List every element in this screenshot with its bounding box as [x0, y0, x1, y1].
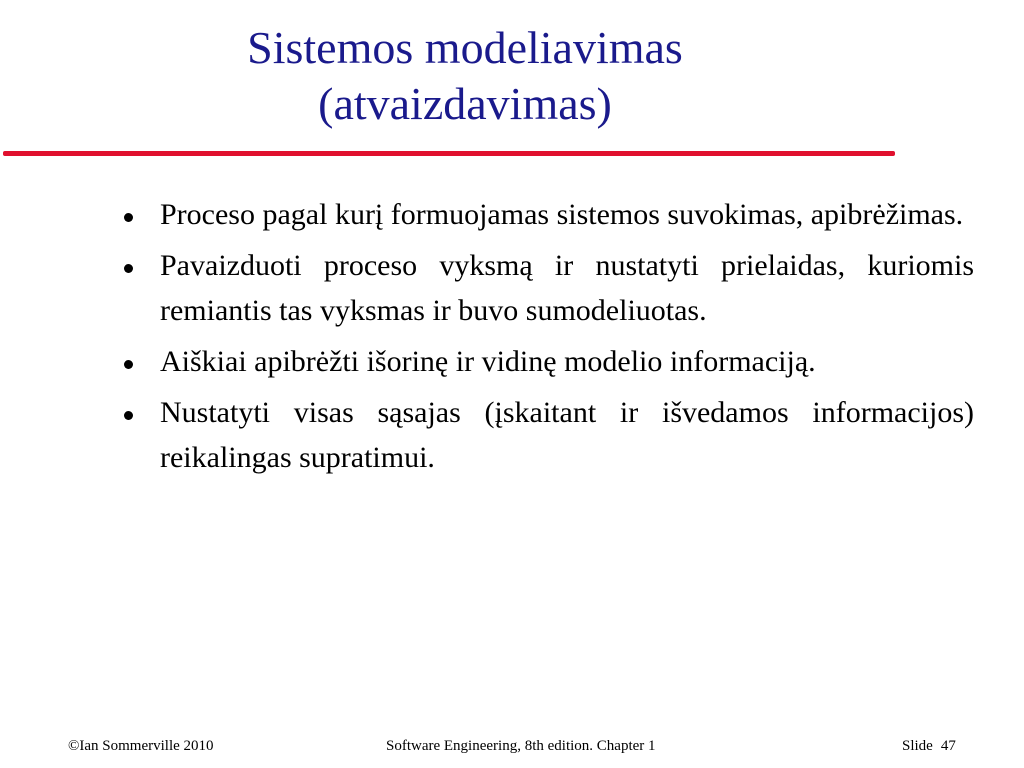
bullet-text: Nustatyti visas sąsajas (įskaitant ir išvedamos informacijos) reikalingas supratimui.: [160, 396, 974, 474]
bullet-text: Aiškiai apibrėžti išorinę ir vidinę modelio informaciją.: [160, 345, 816, 378]
footer-copyright: ©Ian Sommerville 2010: [68, 738, 214, 754]
bullet-list: [118, 192, 974, 486]
bullet-dot-icon: [124, 411, 133, 420]
bullet-item: [118, 243, 974, 333]
footer-book-title: Software Engineering, 8th edition. Chapter 1: [386, 738, 656, 754]
bullet-item: [118, 390, 974, 480]
footer-slide-value: 47: [940, 738, 956, 754]
bullet-text: Proceso pagal kurį formuojamas sistemos suvokimas, apibrėžimas.: [160, 198, 964, 231]
bullet-item: [118, 192, 974, 237]
slide-title-line-1: Sistemos modeliavimas: [247, 22, 683, 73]
bullet-dot-icon: [124, 213, 133, 222]
slide-title: [0, 20, 930, 132]
bullet-text: Pavaizduoti proceso vyksmą ir nustatyti prielaidas, kuriomis remiantis tas vyksmas ir buvo sumodeliuotas.: [160, 249, 974, 327]
bullet-item: [118, 339, 974, 384]
footer-slide-label: Slide: [902, 738, 933, 754]
bullet-dot-icon: [124, 264, 133, 273]
title-divider: [3, 151, 895, 156]
bullet-dot-icon: [124, 360, 133, 369]
slide-title-line-2: (atvaizdavimas): [318, 78, 612, 129]
footer-slide-number: [902, 737, 956, 755]
